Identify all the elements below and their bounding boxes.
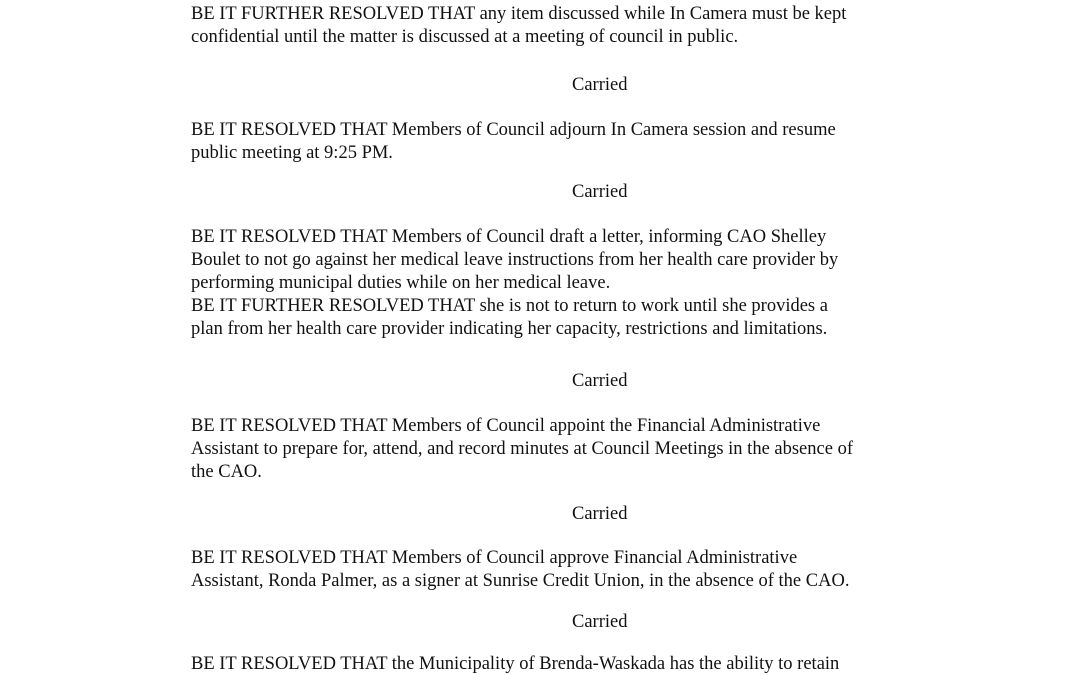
resolution-text: the CAO. xyxy=(191,462,262,482)
resolution-text: Assistant to prepare for, attend, and record minutes at Council Meetings in the absence of xyxy=(191,439,853,459)
carried-label: Carried xyxy=(572,182,628,202)
resolution-text: BE IT RESOLVED THAT Members of Council draft a letter, informing CAO Shelley xyxy=(191,227,827,247)
resolution-text: public meeting at 9:25 PM. xyxy=(191,143,393,163)
resolution-text: plan from her health care provider indicating her capacity, restrictions and limitations. xyxy=(191,319,828,339)
resolution-text: BE IT RESOLVED THAT the Municipality of Brenda-Waskada has the ability to retain xyxy=(191,654,840,674)
resolution-text: BE IT RESOLVED THAT Members of Council appoint the Financial Administrative xyxy=(191,416,821,436)
resolution-text: Boulet to not go against her medical leave instructions from her health care provider by xyxy=(191,250,839,270)
resolution-text: confidential until the matter is discussed at a meeting of council in public. xyxy=(191,27,739,47)
resolution-text: Assistant, Ronda Palmer, as a signer at Sunrise Credit Union, in the absence of the CAO. xyxy=(191,571,850,591)
resolution-text: BE IT RESOLVED THAT Members of Council approve Financial Administrative xyxy=(191,548,798,568)
carried-label: Carried xyxy=(572,371,628,391)
resolution-text: performing municipal duties while on her medical leave. xyxy=(191,273,611,293)
carried-label: Carried xyxy=(572,612,628,632)
resolution-text: BE IT RESOLVED THAT Members of Council adjourn In Camera session and resume xyxy=(191,120,836,140)
carried-label: Carried xyxy=(572,75,628,95)
carried-label: Carried xyxy=(572,504,628,524)
resolution-text: BE IT FURTHER RESOLVED THAT she is not to return to work until she provides a xyxy=(191,296,828,316)
resolution-text: BE IT FURTHER RESOLVED THAT any item discussed while In Camera must be kept xyxy=(191,4,847,24)
